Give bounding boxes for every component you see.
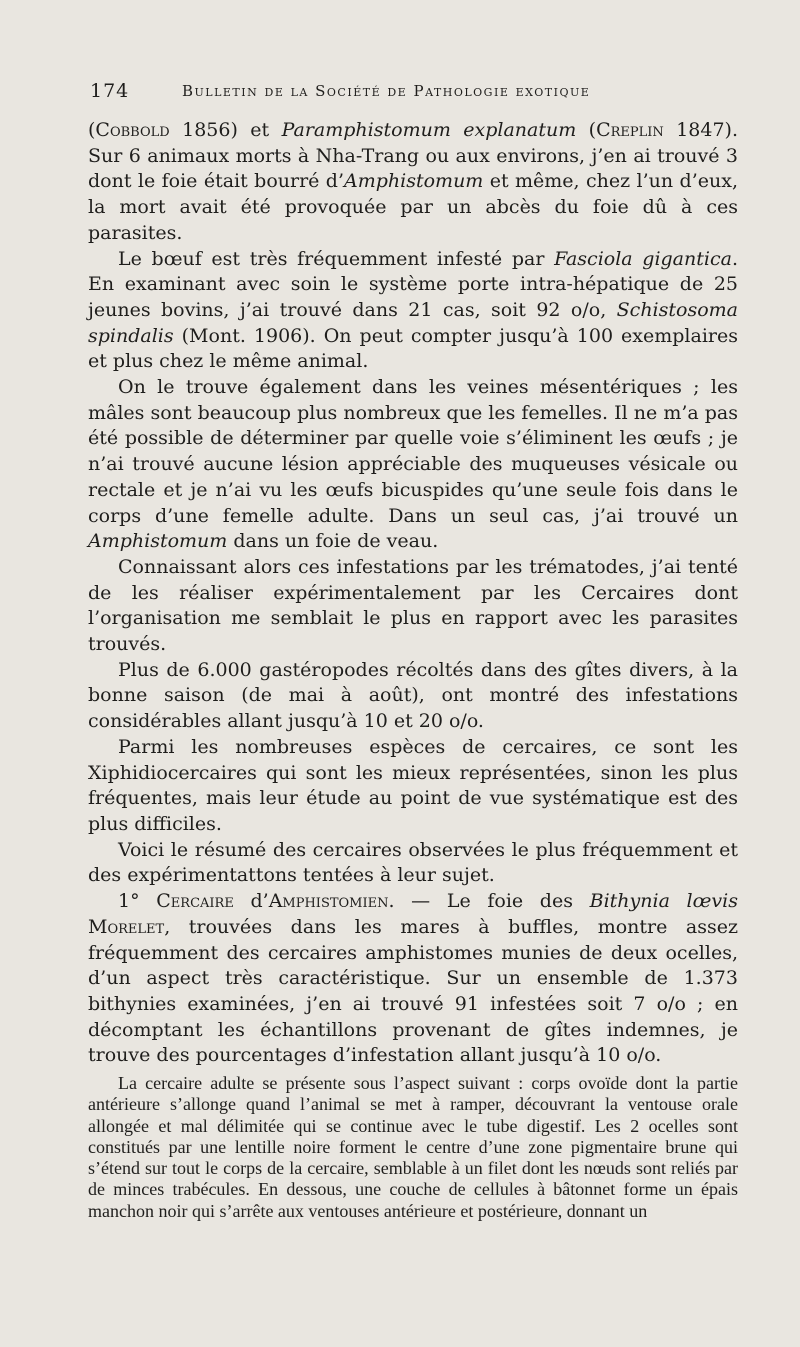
paragraph	[88, 658, 738, 735]
italic-term: Schistosoma spindalis	[88, 298, 738, 347]
body-text	[88, 118, 738, 1069]
small-print-paragraph: La cercaire adulte se présente sous l’aspect suivant : corps ovoïde dont la partie antérieure s’allonge quand l’animal se met à ramper, découvrant la ventouse orale allongée et mal délimitée qui se continue avec le tube digestif. Les 2 ocelles sont constitués par une lentille noire forment le centre d’une zone pigmentaire brune qui s’étend sur tout le corps de la cercaire, semblable à un filet dont les nœuds sont reliés par de minces trabécules. En dessous, une couche de cellules à bâtonnet forme un épais manchon noir qui s’arrête aux ventouses antérieure et postérieure, donnant un	[88, 1073, 738, 1221]
text-run: . — Le foie des	[388, 890, 590, 913]
text-run: Plus de 6.000 gastéropodes récoltés dans des gîtes divers, à la bonne saison (de mai à août), ont montré des infestations considérables allant jusqu’à 10 et 20 o/o.	[88, 658, 738, 733]
text-run: d’	[233, 890, 269, 913]
paragraph	[88, 735, 738, 838]
text-run: Parmi les nombreuses espèces de cercaires, ce sont les Xiphidiocercaires qui sont les mieux représentées, sinon les plus fréquentes, mais leur étude au point de vue systématique est des plus difficiles.	[88, 735, 738, 835]
text-run: 1847). Sur 6 animaux morts à Nha-Trang ou aux environs, j’en ai trouvé 3 dont le foie était bourré d’	[88, 119, 738, 193]
text-run: On le trouve également dans les veines mésentériques ; les mâles sont beaucoup plus nombreux que les femelles. Il ne m’a pas été possible de déterminer par quelle voie s’éliminent les œufs ; je n’ai trouvé aucune lésion appréciable des muqueuses vésicale ou rectale et je n’ai vu les œufs bicuspides qu’une seule fois dans le corps d’une femelle adulte. Dans un seul cas, j’ai trouvé un	[88, 376, 738, 527]
paragraph	[88, 889, 738, 1069]
paragraph	[88, 118, 738, 247]
text-run: 1°	[118, 890, 157, 913]
text-run: Voici le résumé des cercaires observées le plus fréquemment et des expérimentattons tentées à leur sujet.	[88, 838, 738, 887]
running-title: Bulletin de la Société de Pathologie exotique	[182, 82, 591, 100]
text-run: . En examinant avec soin le système porte intra-hépatique de 25 jeunes bovins, j’ai trouvé dans 21 cas, soit 92 o/o,	[88, 247, 738, 321]
page-number: 174	[90, 80, 130, 102]
italic-term: Bithynia lœvis	[589, 890, 738, 913]
text-run: dans un foie de veau.	[227, 530, 439, 553]
text-run: et même, chez l’un d’eux, la mort avait été provoquée par un abcès du foie dû à ces parasites.	[88, 170, 738, 244]
text-run: (Mont. 1906). On peut compter jusqu’à 100 exemplaires et plus chez le même animal.	[88, 324, 738, 373]
small-caps-name: Cobbold	[95, 119, 170, 141]
small-caps-name: Creplin	[596, 119, 664, 141]
text-run: 1856) et	[169, 119, 282, 141]
paragraph	[88, 375, 738, 555]
page-header	[90, 80, 730, 104]
text-run: (	[576, 119, 597, 141]
paragraph	[88, 247, 738, 376]
italic-term: Fasciola gigantica	[554, 247, 732, 270]
paragraph	[88, 838, 738, 889]
italic-term: Paramphistomum explanatum	[281, 119, 577, 141]
small-caps-name: Morelet	[88, 915, 165, 938]
text-run: Connaissant alors ces infestations par les trématodes, j’ai tenté de les réaliser expérimentalement par les Cercaires dont l’organisation me semblait le plus en rapport avec les parasites trouvés.	[88, 555, 738, 656]
text-run: , trouvées dans les mares à buffles, montre assez fréquemment des cercaires amphistomes munies de deux ocelles, d’un aspect très caractéristique. Sur un ensemble de 1.373 bithynies examinées, j’en ai trouvé 91 infestées soit 7 o/o ; en décomptant les échantillons provenant de gîtes indemnes, je trouve des pourcentages d’infestation allant jusqu’à 10 o/o.	[88, 915, 738, 1067]
text-run: Le bœuf est très fréquemment infesté par	[118, 247, 555, 270]
small-caps-name: Cercaire	[156, 890, 234, 913]
text-run: (	[88, 119, 96, 141]
italic-term: Amphistomum	[344, 170, 484, 193]
italic-term: Amphistomum	[88, 530, 228, 553]
paragraph	[88, 555, 738, 658]
small-caps-name: Amphistomien	[268, 890, 389, 913]
